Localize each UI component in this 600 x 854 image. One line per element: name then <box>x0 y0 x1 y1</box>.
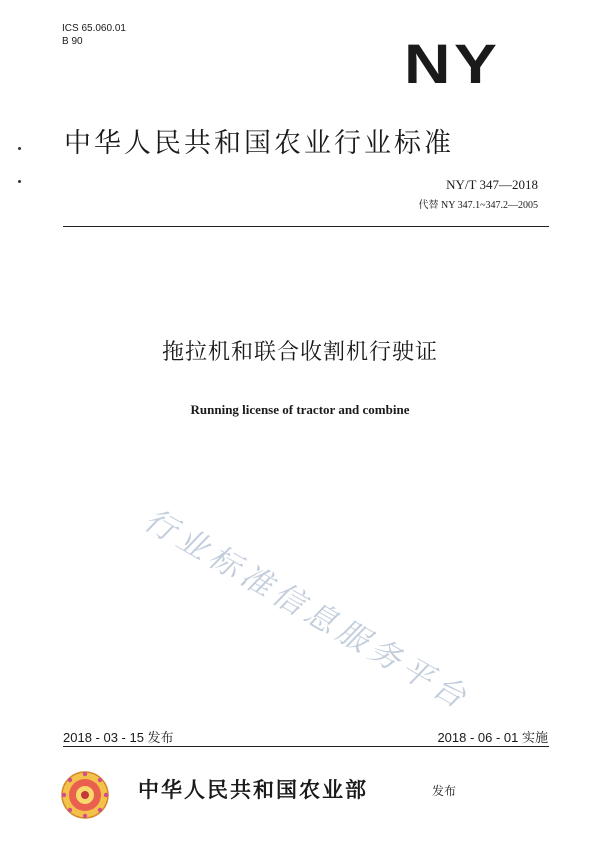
footer-divider <box>63 746 549 747</box>
issuing-authority-suffix: 发布 <box>432 784 457 798</box>
ics-code: ICS 65.060.01 <box>62 23 126 34</box>
implementation-date: 2018 - 06 - 01 实施 <box>437 730 548 745</box>
classification-codes <box>62 22 126 48</box>
scan-dot <box>18 180 21 183</box>
issuing-authority: 中华人民共和国农业部 <box>138 778 368 802</box>
replaces-note: 代替 NY 347.1~347.2—2005 <box>418 200 538 211</box>
ministry-emblem-icon <box>60 770 110 820</box>
standard-number: NY/T 347—2018 <box>446 177 538 192</box>
standard-category-title: 中华人民共和国农业行业标准 <box>64 128 454 159</box>
header-divider <box>63 226 549 227</box>
document-title-en: Running license of tractor and combine <box>190 402 410 417</box>
ccs-code: B 90 <box>62 36 83 47</box>
document-title-cn: 拖拉机和联合收割机行驶证 <box>161 340 438 365</box>
scan-dot <box>18 147 21 150</box>
standard-mark: NY <box>404 32 501 95</box>
watermark-text: 行业标准信息服务平台 <box>138 501 477 719</box>
issue-date: 2018 - 03 - 15 发布 <box>63 730 174 745</box>
